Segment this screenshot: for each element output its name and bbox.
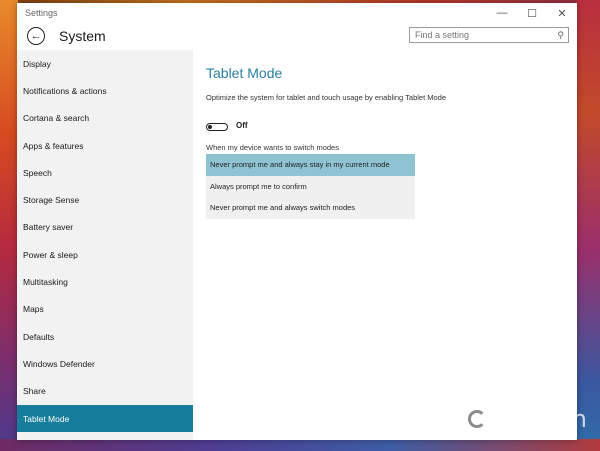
wallpaper-bottom [0,439,600,451]
watermark [462,404,587,434]
wallpaper-right [576,0,600,451]
switch-modes-label: When my device wants to switch modes [206,143,339,152]
sidebar [17,50,193,440]
maximize-button[interactable]: ☐ [527,7,537,20]
back-arrow-icon: ← [30,30,42,42]
back-button[interactable] [27,27,45,45]
search-icon: ⚲ [557,30,564,40]
sidebar-item-battery[interactable]: Battery saver [23,222,74,233]
sidebar-item-share[interactable]: Share [23,386,46,397]
settings-window [17,3,577,440]
sidebar-item-defender[interactable]: Windows Defender [23,358,95,369]
sidebar-item-notifications[interactable]: Notifications & actions [23,85,107,96]
option-prompt-confirm[interactable]: Always prompt me to confirm [210,181,307,191]
window-title: Settings [25,8,58,18]
section-description: Optimize the system for tablet and touch usage by enabling Tablet Mode [206,93,447,102]
sidebar-item-apps[interactable]: Apps & features [23,140,84,151]
close-button[interactable]: ✕ [557,7,567,20]
search-input[interactable] [409,27,569,43]
toggle-knob [208,125,212,129]
sidebar-item-cortana[interactable]: Cortana & search [23,113,90,124]
search-placeholder: Find a setting [415,30,470,40]
option-always-switch[interactable]: Never prompt me and always switch modes [210,203,356,213]
option-stay-current[interactable]: Never prompt me and always stay in my current mode [206,154,415,176]
page-title: System [59,28,106,44]
neowin-logo-icon [462,404,492,434]
content-pane [193,50,577,440]
sidebar-item-tablet-mode[interactable]: Tablet Mode [17,405,193,432]
sidebar-item-storage[interactable]: Storage Sense [23,195,80,206]
section-title: Tablet Mode [206,65,283,81]
sidebar-item-multitasking[interactable]: Multitasking [23,277,68,288]
tablet-mode-toggle[interactable] [206,123,228,131]
watermark-text: Neowin [498,405,587,433]
sidebar-item-speech[interactable]: Speech [23,167,52,178]
switch-mode-dropdown[interactable] [206,154,415,219]
sidebar-item-display[interactable]: Display [23,58,51,69]
toggle-state-label: Off [236,121,248,130]
sidebar-item-maps[interactable]: Maps [23,304,44,315]
title-bar [17,3,577,23]
sidebar-item-defaults[interactable]: Defaults [23,331,55,342]
sidebar-item-power[interactable]: Power & sleep [23,249,78,260]
minimize-button[interactable]: — [496,7,508,19]
wallpaper-left [0,0,18,451]
